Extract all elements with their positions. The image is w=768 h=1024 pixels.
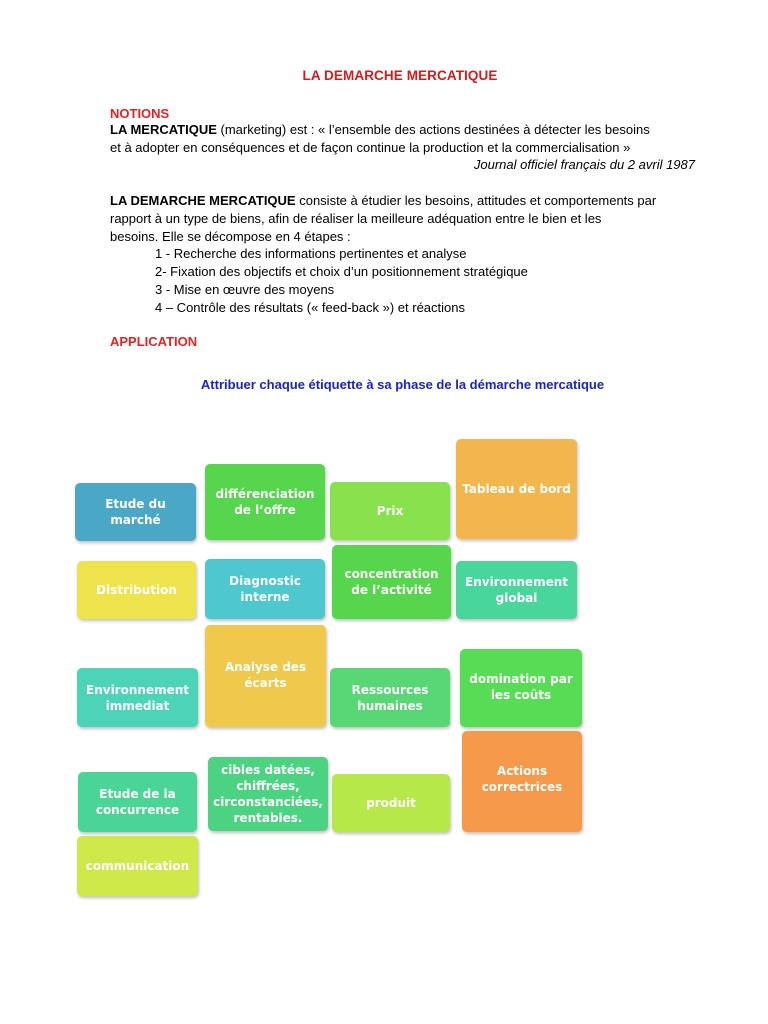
tile-label: produit bbox=[366, 796, 416, 810]
demarche-term: LA DEMARCHE MERCATIQUE bbox=[110, 193, 296, 208]
tile-label: Analyse des écarts bbox=[224, 660, 307, 690]
application-instruction: Attribuer chaque étiquette à sa phase de la démarche mercatique bbox=[200, 377, 605, 392]
mercatique-definition bbox=[110, 121, 700, 157]
definition-term: LA MERCATIQUE bbox=[110, 122, 217, 137]
tile-label: Tableau de bord bbox=[462, 482, 571, 496]
step-item: 2- Fixation des objectifs et choix d’un positionnement stratégique bbox=[155, 264, 528, 279]
label-tile-concentration-activite[interactable] bbox=[332, 545, 451, 619]
definition-citation: Journal officiel français du 2 avril 1987 bbox=[473, 157, 695, 172]
tile-label: différenciation de l’offre bbox=[215, 487, 315, 517]
tile-label: Environnement immediat bbox=[86, 682, 189, 713]
tile-label: Actions correctrices bbox=[481, 764, 563, 794]
label-tile-diagnostic-interne[interactable] bbox=[205, 559, 325, 619]
tile-label: cibles datées, chiffrées, circonstanciées, rentables. bbox=[213, 763, 323, 825]
tile-label: communication bbox=[85, 859, 190, 873]
label-tile-distribution[interactable] bbox=[77, 561, 196, 619]
demarche-line-1 bbox=[110, 192, 700, 210]
definition-line-2: et à adopter en conséquences et de façon continue la production et la commercialisation » bbox=[110, 140, 631, 155]
definition-line-1 bbox=[110, 121, 700, 139]
label-tile-tableau-de-bord[interactable] bbox=[456, 439, 577, 539]
step-item: 1 - Recherche des informations pertinentes et analyse bbox=[155, 246, 467, 261]
tile-label: Prix bbox=[376, 504, 404, 518]
tile-label: Distribution bbox=[96, 583, 177, 597]
notions-heading: NOTIONS bbox=[110, 106, 170, 121]
tile-label: Environnement global bbox=[465, 575, 568, 605]
demarche-paragraph bbox=[110, 192, 700, 246]
document-title: LA DEMARCHE MERCATIQUE bbox=[302, 68, 498, 83]
tile-label: concentration de l’activité bbox=[344, 567, 439, 597]
label-tile-actions-correctrices[interactable] bbox=[462, 731, 582, 832]
label-tile-differenciation-offre[interactable] bbox=[205, 464, 325, 540]
definition-text: (marketing) est : « l’ensemble des actions destinées à détecter les besoins bbox=[216, 122, 650, 137]
label-tile-etude-du-marche[interactable] bbox=[75, 483, 196, 541]
step-item: 4 – Contrôle des résultats (« feed-back ») et réactions bbox=[155, 300, 465, 315]
demarche-text: consiste à étudier les besoins, attitudes et comportements par bbox=[295, 193, 657, 208]
label-tile-prix[interactable] bbox=[330, 482, 450, 540]
label-tile-ressources-humaines[interactable] bbox=[330, 668, 450, 727]
step-item: 3 - Mise en œuvre des moyens bbox=[155, 282, 335, 297]
demarche-line-3: besoins. Elle se décompose en 4 étapes : bbox=[110, 229, 351, 244]
demarche-line-2: rapport à un type de biens, afin de réaliser la meilleure adéquation entre le bien et les bbox=[110, 211, 602, 226]
tile-label: Etude du marché bbox=[105, 497, 166, 527]
label-tile-environnement-immediat[interactable] bbox=[77, 668, 198, 727]
label-tile-etude-de-la-concurrence[interactable] bbox=[78, 772, 197, 832]
demarche-steps bbox=[155, 245, 528, 317]
label-tile-cibles-datees[interactable] bbox=[208, 757, 328, 831]
label-tile-produit[interactable] bbox=[332, 774, 450, 832]
label-tile-analyse-des-ecarts[interactable] bbox=[205, 625, 326, 727]
tile-label: Diagnostic interne bbox=[229, 574, 301, 604]
label-tile-environnement-global[interactable] bbox=[456, 561, 577, 619]
tile-label: domination par les coûts bbox=[469, 672, 573, 702]
tile-label: Etude de la concurrence bbox=[95, 787, 180, 817]
label-tile-communication[interactable] bbox=[77, 836, 198, 896]
tile-label: Ressources humaines bbox=[351, 682, 429, 713]
application-heading: APPLICATION bbox=[110, 334, 198, 349]
label-tile-domination-par-les-couts[interactable] bbox=[460, 649, 582, 727]
